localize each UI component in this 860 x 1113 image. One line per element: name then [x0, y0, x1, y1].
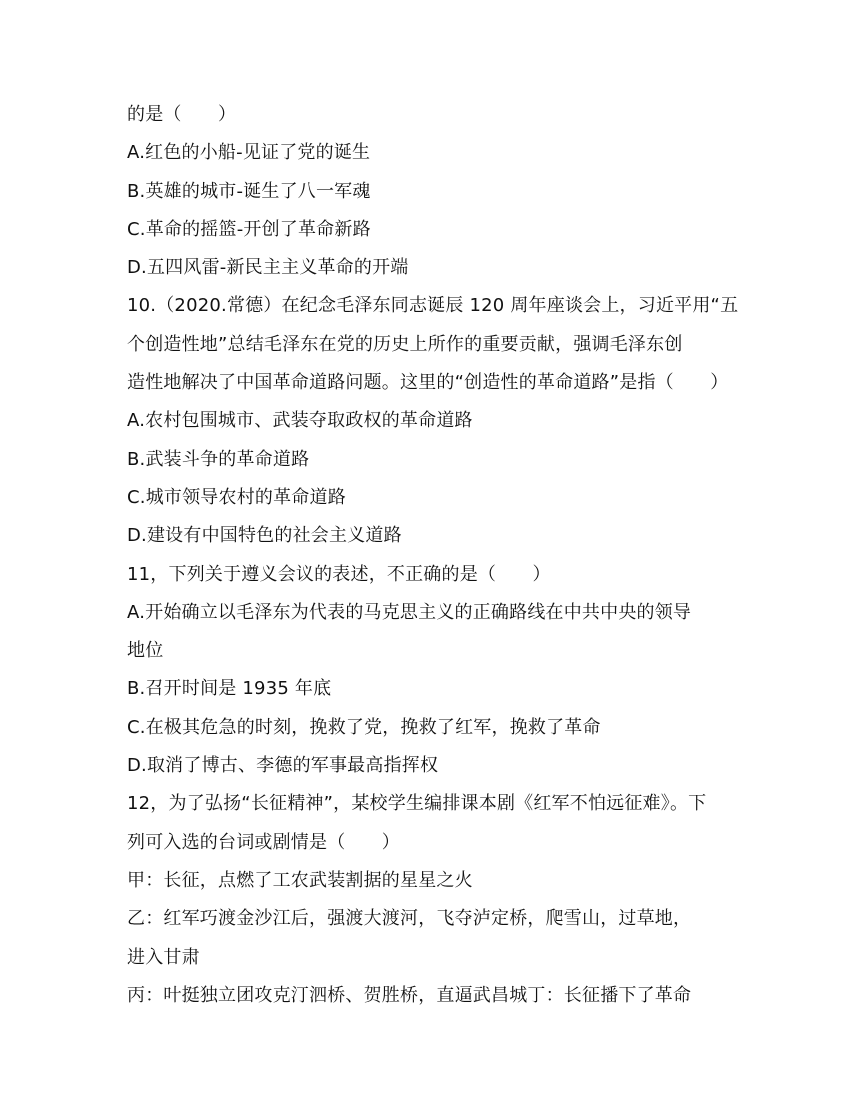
- text-line-q10-option-b: B.武装斗争的革命道路: [127, 448, 310, 470]
- text-line-q12-item-yi-2: 进入甘肃: [127, 946, 200, 968]
- text-line-q11-option-a-2: 地位: [127, 640, 164, 662]
- text-line-q10-option-a: A.农村包围城市、武装夺取政权的革命道路: [127, 410, 473, 432]
- text-line-q10-stem-1: 10.（2020.常德）在纪念毛泽东同志诞辰 120 周年座谈会上，习近平用“五: [127, 295, 739, 317]
- text-line-q12-stem-1: 12，为了弘扬“长征精神”，某校学生编排课本剧《红军不怕远征难》。下: [127, 793, 707, 815]
- text-line-q9-option-a: A.红色的小船-见证了党的诞生: [127, 142, 371, 164]
- text-line-q10-option-c: C.城市领导农村的革命道路: [127, 486, 346, 508]
- text-line-q10-option-d: D.建设有中国特色的社会主义道路: [127, 525, 402, 547]
- text-line-q9-option-d: D.五四风雷-新民主主义革命的开端: [127, 257, 409, 279]
- question-text-block: [127, 96, 737, 1015]
- text-line-q9-option-b: B.英雄的城市-诞生了八一军魂: [127, 180, 371, 202]
- text-line-q9-option-c: C.革命的摇篮-开创了革命新路: [127, 218, 371, 240]
- text-line-q11-option-a-1: A.开始确立以毛泽东为代表的马克思主义的正确路线在中共中央的领导: [127, 601, 692, 623]
- text-line-q10-stem-3: 造性地解决了中国革命道路问题。这里的“创造性的革命道路”是指（ ）: [127, 372, 729, 394]
- text-line-q11-stem: 11，下列关于遵义会议的表述，不正确的是（ ）: [127, 563, 551, 585]
- text-line-q11-option-b: B.召开时间是 1935 年底: [127, 678, 332, 700]
- text-line-q10-stem-2: 个创造性地”总结毛泽东在党的历史上所作的重要贡献，强调毛泽东创: [127, 333, 683, 355]
- text-line-q9-stem-end: 的是（ ）: [127, 104, 237, 125]
- text-line-q12-stem-2: 列可入选的台词或剧情是（ ）: [127, 831, 400, 853]
- text-line-q12-item-bing: 丙：叶挺独立团攻克汀泗桥、贺胜桥，直逼武昌城丁：长征播下了革命: [127, 984, 692, 1006]
- text-line-q12-item-yi-1: 乙：红军巧渡金沙江后，强渡大渡河，飞夺泸定桥，爬雪山，过草地，: [127, 908, 692, 930]
- text-line-q11-option-d: D.取消了博古、李德的军事最高指挥权: [127, 755, 439, 777]
- text-line-q11-option-c: C.在极其危急的时刻，挽救了党，挽救了红军，挽救了革命: [127, 716, 601, 738]
- text-line-q12-item-jia: 甲：长征，点燃了工农武装割据的星星之火: [127, 869, 473, 891]
